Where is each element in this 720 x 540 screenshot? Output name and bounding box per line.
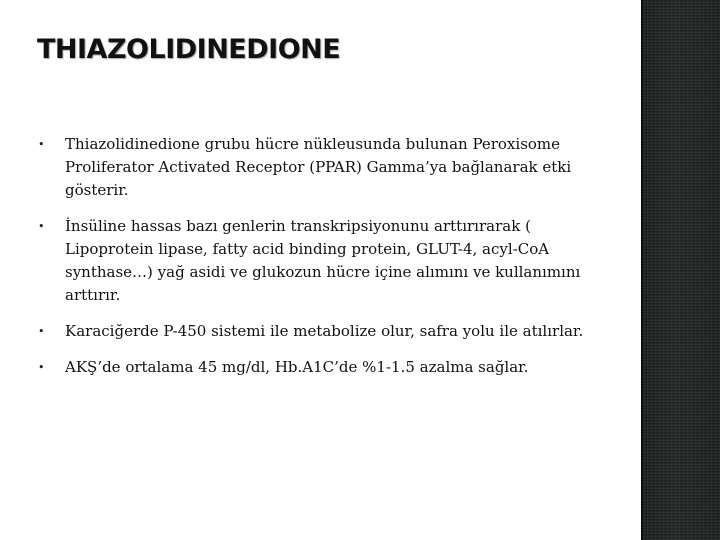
bullet-item-1 [38,133,618,202]
bullet-item-2 [38,215,618,307]
bullet-item-4 [38,356,618,379]
bullet-icon: • [38,325,45,338]
bullet-text-1: Thiazolidinedione grubu hücre nükleusunda bulunan Peroxisome Proliferator Activated Receptor (PPAR) Gamma’ya bağlanarak etki gösterir. [65,135,572,199]
bullet-icon: • [38,361,45,374]
bullet-list [38,133,618,392]
bullet-text-3: Karaciğerde P-450 sistemi ile metabolize olur, safra yolu ile atılırlar. [65,322,584,340]
slide-title: THIAZOLIDINEDIONE [37,34,341,65]
decorative-sidebar [641,0,720,540]
bullet-icon: • [38,220,45,233]
bullet-icon: • [38,138,45,151]
bullet-text-4: AKŞ’de ortalama 45 mg/dl, Hb.A1C’de %1-1.5 azalma sağlar. [65,358,529,376]
bullet-item-3 [38,320,618,343]
bullet-text-2: İnsüline hassas bazı genlerin transkripsiyonunu arttırırarak ( Lipoprotein lipase, fatty acid binding protein, GLUT-4, acyl-CoA synthase…) yağ asidi ve glukozun hücre içine alımını ve kullanımını arttırır. [65,217,581,304]
